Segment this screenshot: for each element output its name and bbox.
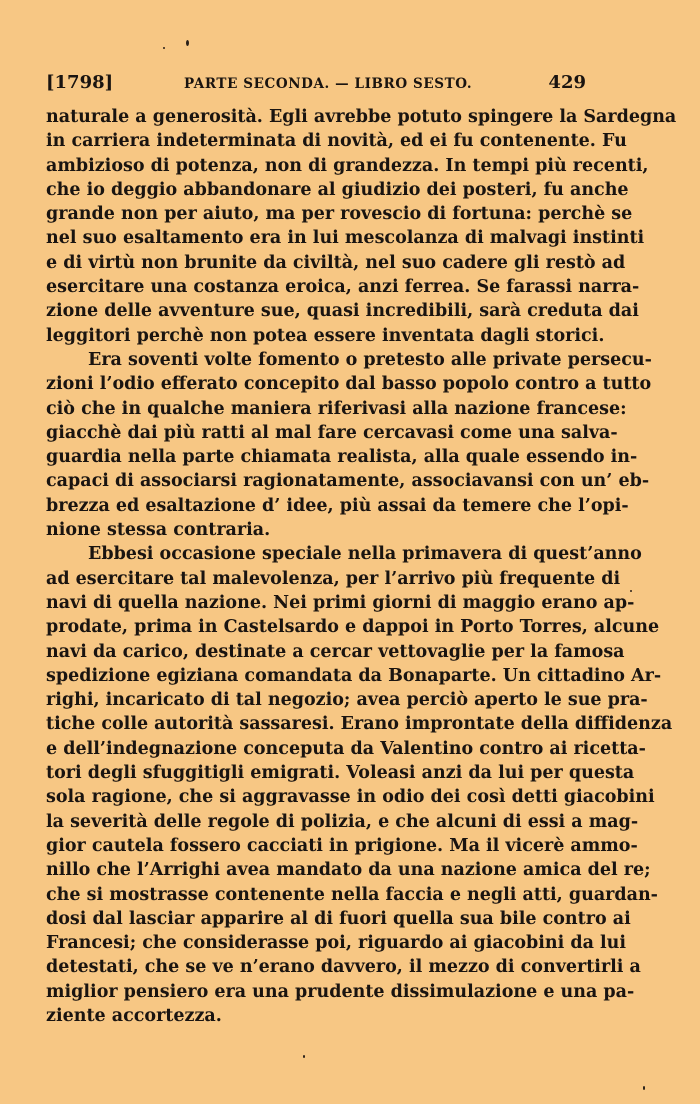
ink-speck	[630, 590, 632, 592]
text-line: righi, incaricato di tal negozio; avea perciò aperto le sue pra-	[46, 690, 648, 711]
ink-speck	[643, 1086, 645, 1090]
header-title: PARTE SECONDA. — LIBRO SESTO.	[184, 76, 473, 92]
paragraph	[46, 542, 673, 1028]
text-line: in carriera indeterminata di novità, ed ei fu contenente. Fu	[46, 131, 627, 152]
page-number: 429	[548, 72, 586, 93]
text-line: zioni l’odio efferato concepito dal basso popolo contro a tutto	[46, 374, 652, 395]
text-line: che si mostrasse contenente nella faccia e negli atti, guardan-	[46, 884, 658, 905]
text-line: tori degli sfuggitigli emigrati. Voleasi anzi da lui per questa	[46, 763, 635, 784]
text-line: nel suo esaltamento era in lui mescolanza di malvagi instinti	[46, 228, 645, 249]
body-text	[46, 105, 677, 1028]
text-line: spedizione egiziana comandata da Bonaparte. Un cittadino Ar-	[46, 665, 662, 686]
text-line: guardia nella parte chiamata realista, alla quale essendo in-	[46, 447, 638, 468]
text-line: e di virtù non brunite da civiltà, nel suo cadere gli restò ad	[46, 252, 626, 273]
text-line: brezza ed esaltazione d’ idee, più assai da temere che l’opi-	[46, 495, 629, 516]
text-line: dosi dal lasciar apparire al di fuori quella sua bile contro ai	[46, 908, 631, 929]
text-line: Francesi; che considerasse poi, riguardo ai giacobini da lui	[46, 933, 627, 954]
text-line: ziente accortezza.	[46, 1005, 222, 1026]
text-line: gior cautela fossero cacciati in prigione. Ma il vicerè ammo-	[46, 835, 638, 856]
ink-speck	[163, 47, 165, 49]
text-line: giacchè dai più ratti al mal fare cercavasi come una salva-	[46, 422, 618, 443]
text-line: miglior pensiero era una prudente dissimulazione e una pa-	[46, 981, 635, 1002]
ink-speck	[303, 1055, 305, 1058]
text-line: leggitori perchè non potea essere inventata dagli storici.	[46, 325, 605, 346]
ink-speck	[186, 40, 189, 46]
text-line: nillo che l’Arrighi avea mandato da una nazione amica del re;	[46, 860, 651, 881]
text-line: la severità delle regole di polizia, e che alcuni di essi a mag-	[46, 811, 639, 832]
text-line: nione stessa contraria.	[46, 520, 271, 541]
text-line: detestati, che se ve n’erano davvero, il mezzo di convertirli a	[46, 957, 641, 978]
text-line: zione delle avventure sue, quasi incredibili, sarà creduta dai	[46, 301, 639, 322]
text-line: grande non per aiuto, ma per rovescio di fortuna: perchè se	[46, 204, 633, 225]
text-line: ciò che in qualche maniera riferivasi alla nazione francese:	[46, 398, 627, 419]
running-header	[46, 72, 586, 98]
paragraph	[46, 348, 652, 542]
text-line: ambizioso di potenza, non di grandezza. In tempi più recenti,	[46, 155, 649, 176]
text-line: e dell’indegnazione conceputa da Valentino contro ai ricetta-	[46, 738, 646, 759]
text-line: sola ragione, che si aggravasse in odio dei così detti giacobini	[46, 787, 655, 808]
text-line: Ebbesi occasione speciale nella primavera di quest’anno	[88, 544, 642, 565]
text-line: navi da carico, destinate a cercar vettovaglie per la famosa	[46, 641, 625, 662]
text-line: Era soventi volte fomento o pretesto alle private persecu-	[88, 349, 652, 370]
header-year: [1798]	[46, 72, 114, 93]
paragraph	[46, 105, 677, 348]
text-line: che io deggio abbandonare al giudizio dei posteri, fu anche	[46, 179, 629, 200]
text-line: ad esercitare tal malevolenza, per l’arrivo più frequente di	[46, 568, 621, 589]
text-line: prodate, prima in Castelsardo e dappoi in Porto Torres, alcune	[46, 617, 660, 638]
text-line: tiche colle autorità sassaresi. Erano improntate della diffidenza	[46, 714, 673, 735]
text-line: capaci di associarsi ragionatamente, associavansi con un’ eb-	[46, 471, 650, 492]
text-line: navi di quella nazione. Nei primi giorni di maggio erano ap-	[46, 592, 635, 613]
text-line: esercitare una costanza eroica, anzi ferrea. Se farassi narra-	[46, 277, 640, 298]
text-line: naturale a generosità. Egli avrebbe potuto spingere la Sardegna	[46, 107, 677, 127]
